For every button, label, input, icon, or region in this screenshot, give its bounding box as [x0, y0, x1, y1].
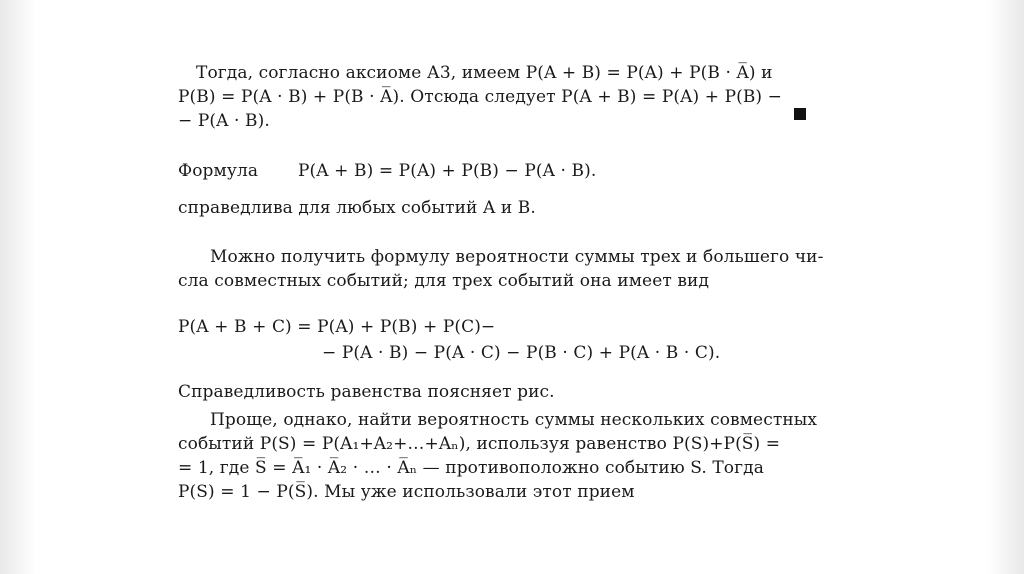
formula-sum-two-events: P(A + B) = P(A) + P(B) − P(A · B). — [298, 161, 597, 181]
paragraph1-line2: P(B) = P(A · B) + P(B · A̅). Отсюда следует P(A + B) = P(A) + P(B) − — [178, 87, 783, 107]
paragraph4-line4: P(S) = 1 − P(S̅). Мы уже использовали этот прием — [178, 482, 635, 502]
paragraph2-line2: сла совместных событий; для трех событий она имеет вид — [178, 271, 710, 291]
paragraph1-line3: − P(A · B). — [178, 111, 270, 131]
formula-note: справедлива для любых событий A и B. — [178, 198, 536, 218]
left-margin-shade — [0, 0, 36, 574]
right-margin-shade — [988, 0, 1024, 574]
paragraph2-line1: Можно получить формулу вероятности суммы трех и большего чи- — [210, 247, 824, 267]
paragraph4-line1: Проще, однако, найти вероятность суммы нескольких совместных — [210, 410, 818, 430]
paragraph4-line3: = 1, где S̅ = A̅₁ · A̅₂ · … · A̅ₙ — противоположно событию S. Тогда — [178, 458, 764, 478]
formula-three-line2: − P(A · B) − P(A · C) − P(B · C) + P(A · B · C). — [322, 343, 721, 363]
paragraph4-line2: событий P(S) = P(A₁+A₂+…+Aₙ), используя равенство P(S)+P(S̅) = — [178, 434, 781, 454]
paragraph1-line1: Тогда, согласно аксиоме А3, имеем P(A + B) = P(A) + P(B · A̅) и — [196, 63, 773, 83]
formula-label: Формула — [178, 161, 259, 181]
paragraph3: Справедливость равенства поясняет рис. — [178, 382, 555, 402]
end-of-proof-square — [794, 108, 806, 120]
formula-three-line1: P(A + B + C) = P(A) + P(B) + P(C)− — [178, 317, 496, 337]
